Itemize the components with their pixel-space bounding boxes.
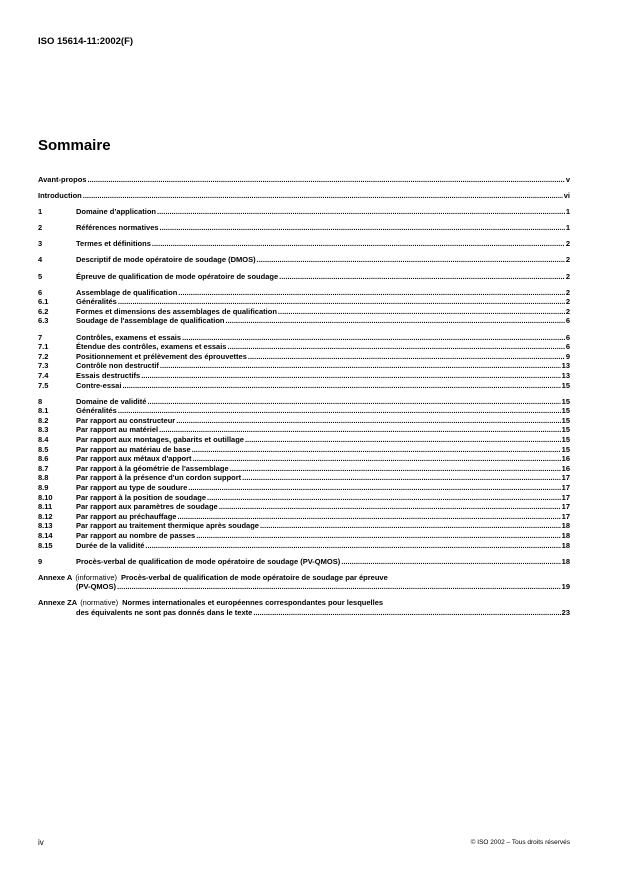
dot-leader [160,361,561,371]
toc-entry-label: Étendue des contrôles, examens et essais [76,342,227,352]
toc-entry-page: 6 [565,316,570,326]
dot-leader [117,582,561,592]
toc-entry[interactable] [38,483,570,493]
toc-entry-label: Par rapport au constructeur [76,415,176,425]
dot-leader [118,297,565,307]
toc-entry[interactable] [38,239,570,249]
toc-entry-label: Par rapport au matériel [76,425,159,435]
dot-leader [122,381,560,391]
toc-entry[interactable] [38,397,570,407]
toc-entry-page: 2 [565,306,570,316]
annex-title-line2: des équivalents ne sont pas donnés dans le texte [76,607,253,617]
dot-leader [182,333,565,343]
annex-prefix: Annexe ZA [38,598,78,608]
dot-leader [145,541,560,551]
dot-leader [278,307,565,317]
dot-leader [219,502,561,512]
toc-entry-page: 2 [565,255,570,265]
toc-entry-label: Soudage de l'assemblage de qualification [76,316,225,326]
toc-entry-number: 7.2 [38,351,49,361]
toc-entry[interactable] [38,435,570,445]
dot-leader [196,531,560,541]
toc-entry[interactable] [38,297,570,307]
toc-entry-page: 18 [561,521,570,531]
toc-entry-number: 7.1 [38,342,49,352]
toc-entry-label: Par rapport au type de soudure [76,482,188,492]
toc-entry-page: 2 [565,287,570,297]
toc-entry-label: Par rapport au préchauffage [76,511,177,521]
toc-entry-page: 6 [565,342,570,352]
dot-leader [178,288,565,298]
toc-entry-page: 17 [561,492,570,502]
toc-entry[interactable] [38,371,570,381]
toc-entry-page: 16 [561,454,570,464]
toc-annex-entry[interactable] [38,573,570,592]
toc-entry[interactable] [38,541,570,551]
toc-entry-number: 8.9 [38,482,49,492]
dot-leader [177,512,560,522]
dot-leader [159,425,561,435]
dot-leader [87,175,564,185]
toc-entry-page: 1 [565,223,570,233]
annex-page: 23 [561,607,570,617]
dot-leader [118,406,561,416]
dot-leader [188,483,560,493]
toc-entry-label: Termes et définitions [76,239,151,249]
dot-leader [260,521,561,531]
toc-entry[interactable] [38,521,570,531]
toc-entry-page: 2 [565,271,570,281]
toc-entry-number: 6 [38,287,43,297]
toc-entry-label: Par rapport aux métaux d'apport [76,454,192,464]
toc-entry-page: 17 [561,473,570,483]
toc-entry-label: Par rapport au matériau de base [76,444,191,454]
toc-entry-page: 2 [565,239,570,249]
toc-entry-page: 16 [561,463,570,473]
toc-entry-page: 17 [561,482,570,492]
toc-entry-label: Descriptif de mode opératoire de soudage (DMOS) [76,255,256,265]
toc-entry-number: 8.13 [38,521,53,531]
toc-entry-number: 8.10 [38,492,53,502]
toc-entry[interactable] [38,255,570,265]
toc-entry-number: 7.4 [38,370,49,380]
toc-entry-number: 7.3 [38,361,49,371]
toc-entry-label: Domaine de validité [76,396,147,406]
annex-prefix: Annexe A [38,572,73,582]
toc-entry[interactable] [38,454,570,464]
dot-leader [83,191,563,201]
toc-entry[interactable] [38,531,570,541]
toc-entry[interactable] [38,557,570,567]
dot-leader [207,493,561,503]
toc-entry-label: Contrôle non destructif [76,361,159,371]
dot-leader [248,352,565,362]
toc-entry-number: 5 [38,271,43,281]
toc-entry[interactable] [38,464,570,474]
page-title: Sommaire [38,137,111,154]
toc-entry-number: 6.1 [38,297,49,307]
annex-title-line2: (PV-QMOS) [76,582,117,592]
toc-entry-page: 2 [565,297,570,307]
toc-entry-label: Assemblage de qualification [76,287,178,297]
dot-leader [147,397,560,407]
dot-leader [193,454,561,464]
annex-title-line1: Normes internationales et européennes correspondantes pour lesquelles [122,598,384,608]
toc-entry-label: Épreuve de qualification de mode opératoire de soudage [76,271,279,281]
toc-entry[interactable] [38,288,570,298]
toc-entry-label: Par rapport au traitement thermique après soudage [76,521,259,531]
toc-entry-page: v [565,175,570,184]
toc-entry-label: Essais destructifs [76,370,141,380]
toc-entry-number: 8.15 [38,540,53,550]
toc-entry-label: Généralités [76,297,117,307]
dot-leader [245,435,561,445]
toc-entry[interactable] [38,352,570,362]
toc-entry-number: 7.5 [38,380,49,390]
dot-leader [227,342,564,352]
toc-annex-entry[interactable] [38,598,570,617]
toc-entry-number: 8.14 [38,530,53,540]
toc-entry[interactable] [38,342,570,352]
toc-entry-number: 8.3 [38,425,49,435]
toc-entry-number: 8.2 [38,415,49,425]
dot-leader [176,416,560,426]
toc-entry-page: 15 [561,396,570,406]
toc-entry[interactable] [38,381,570,391]
toc-entry-number: 8.12 [38,511,53,521]
toc-entry-page: 17 [561,511,570,521]
toc-entry-number: 8.11 [38,502,53,512]
toc-entry-number: 6.3 [38,316,49,326]
annex-type: (normative) [80,598,119,608]
toc-entry-number: 8.7 [38,463,49,473]
toc-entry-page: 18 [561,540,570,550]
toc-entry-page: 15 [561,415,570,425]
dot-leader [230,464,561,474]
toc-entry-page: 13 [561,361,570,371]
toc-entry-number: 4 [38,255,43,265]
toc-entry-label: Références normatives [76,223,159,233]
dot-leader [242,473,561,483]
toc-entry-label: Contre-essai [76,380,122,390]
toc-entry-number: 8 [38,396,43,406]
toc-entry[interactable] [38,493,570,503]
toc-entry-number: 7 [38,332,43,342]
toc-entry-number: 3 [38,239,43,249]
toc-entry[interactable] [38,502,570,512]
dot-leader [141,371,560,381]
dot-leader [341,557,560,567]
toc-entry-page: 15 [561,425,570,435]
toc-entry-label: Formes et dimensions des assemblages de qualification [76,306,277,316]
toc-entry-number: 8.1 [38,406,49,416]
toc-entry[interactable] [38,406,570,416]
page-number: iv [38,838,44,847]
toc-entry-number: 6.2 [38,306,49,316]
toc-entry-label: Par rapport à la géométrie de l'assemblage [76,463,229,473]
table-of-contents [38,175,570,618]
toc-entry[interactable] [38,307,570,317]
toc-entry-page: 13 [561,370,570,380]
annex-type: (informative) [75,572,118,582]
toc-entry-page: 6 [565,332,570,342]
toc-entry-label: Généralités [76,406,117,416]
toc-entry-number: 8.4 [38,434,49,444]
dot-leader [253,608,560,618]
toc-entry-label: Introduction [38,191,82,201]
toc-entry-label: Par rapport aux montages, gabarits et outillage [76,434,244,444]
dot-leader [157,207,565,217]
dot-leader [160,223,565,233]
toc-entry[interactable] [38,425,570,435]
toc-entry[interactable] [38,191,570,201]
toc-entry[interactable] [38,361,570,371]
toc-entry-page: 18 [561,556,570,566]
toc-entry-page: 15 [561,444,570,454]
copyright-notice: © ISO 2002 – Tous droits réservés [470,839,570,846]
toc-entry-label: Par rapport à la présence d'un cordon support [76,473,242,483]
toc-entry-number: 8.5 [38,444,49,454]
toc-entry[interactable] [38,416,570,426]
toc-entry[interactable] [38,223,570,233]
toc-entry-label: Par rapport à la position de soudage [76,492,207,502]
toc-entry-number: 1 [38,207,43,217]
dot-leader [257,255,565,265]
dot-leader [152,239,565,249]
toc-entry-number: 2 [38,223,43,233]
toc-entry-label: Durée de la validité [76,540,145,550]
annex-page: 19 [561,582,570,592]
dot-leader [279,272,565,282]
toc-entry[interactable] [38,316,570,326]
dot-leader [192,445,561,455]
toc-entry-label: Contrôles, examens et essais [76,332,182,342]
toc-entry[interactable] [38,207,570,217]
toc-entry-page: 18 [561,530,570,540]
toc-entry[interactable] [38,445,570,455]
toc-entry-label: Procès-verbal de qualification de mode opératoire de soudage (PV-QMOS) [76,556,341,566]
toc-entry-page: 15 [561,406,570,416]
toc-entry-label: Avant-propos [38,175,87,184]
dot-leader [226,316,565,326]
toc-entry[interactable] [38,272,570,282]
toc-entry-label: Par rapport au nombre de passes [76,530,196,540]
toc-entry-label: Domaine d’application [76,207,157,217]
toc-entry[interactable] [38,333,570,343]
toc-entry-page: vi [563,191,570,201]
toc-entry-page: 9 [565,351,570,361]
toc-entry-label: Par rapport aux paramètres de soudage [76,502,218,512]
toc-entry[interactable] [38,175,570,185]
toc-entry-number: 9 [38,556,43,566]
toc-entry-number: 8.8 [38,473,49,483]
document-id: ISO 15614-11:2002(F) [38,36,134,47]
toc-entry-number: 8.6 [38,454,49,464]
toc-entry-page: 1 [565,207,570,217]
toc-entry-label: Positionnement et prélèvement des éprouvettes [76,351,247,361]
toc-entry-page: 17 [561,502,570,512]
annex-title-line1: Procès-verbal de qualification de mode opératoire de soudage par épreuve [121,572,388,582]
toc-entry-page: 15 [561,434,570,444]
toc-entry[interactable] [38,473,570,483]
toc-entry[interactable] [38,512,570,522]
toc-entry-page: 15 [561,380,570,390]
